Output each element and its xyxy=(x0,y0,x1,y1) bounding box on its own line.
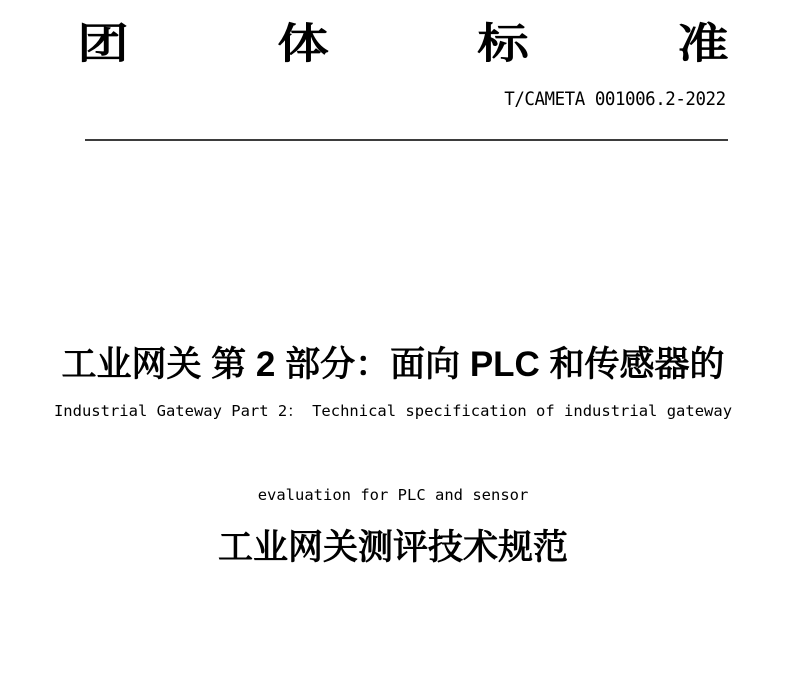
english-title-line-1: Industrial Gateway Part 2： Technical specification of industrial gateway xyxy=(53,402,733,420)
document-category-title xyxy=(77,16,729,72)
category-char-4: 准 xyxy=(677,20,729,67)
category-char-2: 体 xyxy=(277,20,329,67)
category-char-1: 团 xyxy=(77,20,129,67)
document-title-english xyxy=(0,341,786,565)
header-divider xyxy=(85,139,728,141)
chinese-title-line-1: 工业网关 第 2 部分：面向 PLC 和传感器的 xyxy=(61,345,725,384)
chinese-title-line-2: 工业网关测评技术规范 xyxy=(217,528,568,567)
english-title-line-2: evaluation for PLC and sensor xyxy=(257,486,529,504)
standard-number: T/CAMETA 001006.2-2022 xyxy=(504,88,726,110)
category-char-3: 标 xyxy=(477,20,529,67)
